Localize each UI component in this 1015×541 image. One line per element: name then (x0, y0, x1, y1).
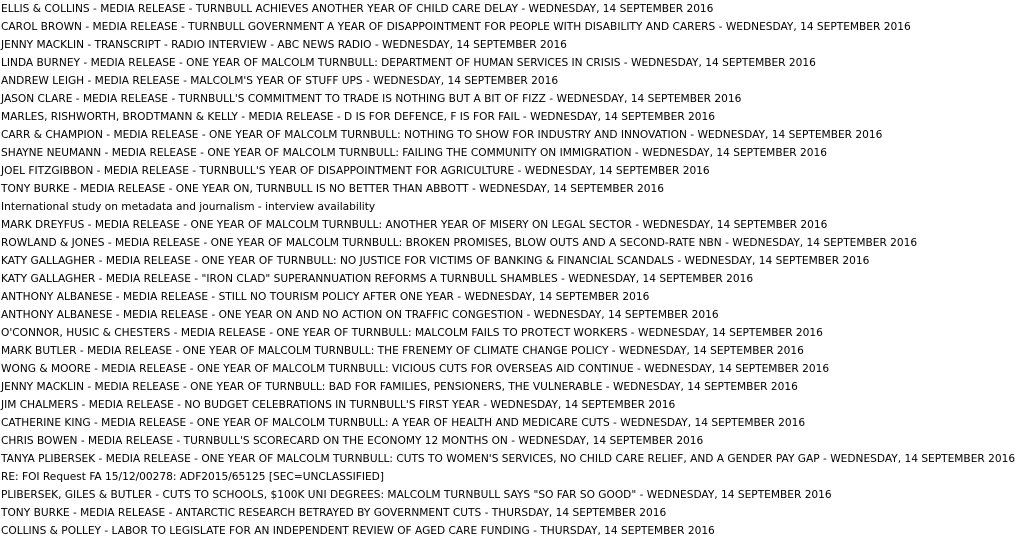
list-item[interactable]: KATY GALLAGHER - MEDIA RELEASE - ONE YEAR OF TURNBULL: NO JUSTICE FOR VICTIMS OF BANKING & FINANCIAL SCANDALS - WEDNESDAY, 14 SEPTEMBER 2016 (1, 255, 870, 267)
list-item[interactable]: MARK DREYFUS - MEDIA RELEASE - ONE YEAR OF MALCOLM TURNBULL: ANOTHER YEAR OF MISERY ON LEGAL SECTOR - WEDNESDAY, 14 SEPTEMBER 2016 (1, 219, 828, 231)
list-item[interactable]: TONY BURKE - MEDIA RELEASE - ANTARCTIC RESEARCH BETRAYED BY GOVERNMENT CUTS - THURSDAY, 14 SEPTEMBER 2016 (1, 507, 667, 519)
list-item[interactable]: JOEL FITZGIBBON - MEDIA RELEASE - TURNBULL'S YEAR OF DISAPPOINTMENT FOR AGRICULTURE - WEDNESDAY, 14 SEPTEMBER 2016 (1, 165, 710, 177)
list-item[interactable]: International study on metadata and journalism - interview availability (1, 201, 376, 213)
list-item[interactable]: ROWLAND & JONES - MEDIA RELEASE - ONE YEAR OF MALCOLM TURNBULL: BROKEN PROMISES, BLOW OUTS AND A SECOND-RATE NBN - WEDNESDAY, 14 SEPTEMBER 2016 (1, 237, 918, 249)
list-item[interactable]: RE: FOI Request FA 15/12/00278: ADF2015/65125 [SEC=UNCLASSIFIED] (1, 471, 384, 483)
list-item[interactable]: KATY GALLAGHER - MEDIA RELEASE - "IRON CLAD" SUPERANNUATION REFORMS A TURNBULL SHAMBLES - WEDNESDAY, 14 SEPTEMBER 2016 (1, 273, 754, 285)
list-item[interactable]: PLIBERSEK, GILES & BUTLER - CUTS TO SCHOOLS, $100K UNI DEGREES: MALCOLM TURNBULL SAYS "SO FAR SO GOOD" - WEDNESDAY, 14 SEPTEMBER 2016 (1, 489, 832, 501)
list-item[interactable]: ANDREW LEIGH - MEDIA RELEASE - MALCOLM'S YEAR OF STUFF UPS - WEDNESDAY, 14 SEPTEMBER 2016 (1, 75, 559, 87)
list-item[interactable]: COLLINS & POLLEY - LABOR TO LEGISLATE FOR AN INDEPENDENT REVIEW OF AGED CARE FUNDING - THURSDAY, 14 SEPTEMBER 2016 (1, 525, 715, 537)
list-item[interactable]: CARR & CHAMPION - MEDIA RELEASE - ONE YEAR OF MALCOLM TURNBULL: NOTHING TO SHOW FOR INDUSTRY AND INNOVATION - WEDNESDAY, 14 SEPTEMBER 2016 (1, 129, 883, 141)
list-item[interactable]: CATHERINE KING - MEDIA RELEASE - ONE YEAR OF MALCOLM TURNBULL: A YEAR OF HEALTH AND MEDICARE CUTS - WEDNESDAY, 14 SEPTEMBER 2016 (1, 417, 806, 429)
list-item[interactable]: TANYA PLIBERSEK - MEDIA RELEASE - ONE YEAR OF MALCOLM TURNBULL: CUTS TO WOMEN'S SERVICES, NO CHILD CARE RELIEF, AND A GENDER PAY GAP - WEDNESDAY, 14 SEPTEMBER 2016 (1, 453, 1015, 465)
list-item[interactable]: ELLIS & COLLINS - MEDIA RELEASE - TURNBULL ACHIEVES ANOTHER YEAR OF CHILD CARE DELAY - WEDNESDAY, 14 SEPTEMBER 2016 (1, 3, 714, 15)
list-item[interactable]: CAROL BROWN - MEDIA RELEASE - TURNBULL GOVERNMENT A YEAR OF DISAPPOINTMENT FOR PEOPLE WITH DISABILITY AND CARERS - WEDNESDAY, 14 SEPTEMBER 2016 (1, 21, 911, 33)
list-item[interactable]: JENNY MACKLIN - TRANSCRIPT - RADIO INTERVIEW - ABC NEWS RADIO - WEDNESDAY, 14 SEPTEMBER 2016 (1, 39, 567, 51)
list-item[interactable]: JIM CHALMERS - MEDIA RELEASE - NO BUDGET CELEBRATIONS IN TURNBULL'S FIRST YEAR - WEDNESDAY, 14 SEPTEMBER 2016 (1, 399, 676, 411)
list-item[interactable]: MARLES, RISHWORTH, BRODTMANN & KELLY - MEDIA RELEASE - D IS FOR DEFENCE, F IS FOR FAIL - WEDNESDAY, 14 SEPTEMBER 2016 (1, 111, 716, 123)
list-item[interactable]: TONY BURKE - MEDIA RELEASE - ONE YEAR ON, TURNBULL IS NO BETTER THAN ABBOTT - WEDNESDAY, 14 SEPTEMBER 2016 (1, 183, 665, 195)
list-item[interactable]: LINDA BURNEY - MEDIA RELEASE - ONE YEAR OF MALCOLM TURNBULL: DEPARTMENT OF HUMAN SERVICES IN CRISIS - WEDNESDAY, 14 SEPTEMBER 2016 (1, 57, 816, 69)
list-item[interactable]: SHAYNE NEUMANN - MEDIA RELEASE - ONE YEAR OF MALCOLM TURNBULL: FAILING THE COMMUNITY ON IMMIGRATION - WEDNESDAY, 14 SEPTEMBER 2016 (1, 147, 827, 159)
list-item[interactable]: WONG & MOORE - MEDIA RELEASE - ONE YEAR OF MALCOLM TURNBULL: VICIOUS CUTS FOR OVERSEAS AID CONTINUE - WEDNESDAY, 14 SEPTEMBER 2016 (1, 363, 830, 375)
list-item[interactable]: CHRIS BOWEN - MEDIA RELEASE - TURNBULL'S SCORECARD ON THE ECONOMY 12 MONTHS ON - WEDNESDAY, 14 SEPTEMBER 2016 (1, 435, 704, 447)
list-item[interactable]: ANTHONY ALBANESE - MEDIA RELEASE - ONE YEAR ON AND NO ACTION ON TRAFFIC CONGESTION - WEDNESDAY, 14 SEPTEMBER 2016 (1, 309, 719, 321)
list-item[interactable]: O'CONNOR, HUSIC & CHESTERS - MEDIA RELEASE - ONE YEAR OF TURNBULL: MALCOLM FAILS TO PROTECT WORKERS - WEDNESDAY, 14 SEPTEMBER 2016 (1, 327, 823, 339)
list-item[interactable]: ANTHONY ALBANESE - MEDIA RELEASE - STILL NO TOURISM POLICY AFTER ONE YEAR - WEDNESDAY, 14 SEPTEMBER 2016 (1, 291, 650, 303)
list-item[interactable]: JASON CLARE - MEDIA RELEASE - TURNBULL'S COMMITMENT TO TRADE IS NOTHING BUT A BIT OF FIZZ - WEDNESDAY, 14 SEPTEMBER 2016 (1, 93, 742, 105)
list-item[interactable]: JENNY MACKLIN - MEDIA RELEASE - ONE YEAR OF TURNBULL: BAD FOR FAMILIES, PENSIONERS, THE VULNERABLE - WEDNESDAY, 14 SEPTEMBER 2016 (1, 381, 798, 393)
list-item[interactable]: MARK BUTLER - MEDIA RELEASE - ONE YEAR OF MALCOLM TURNBULL: THE FRENEMY OF CLIMATE CHANGE POLICY - WEDNESDAY, 14 SEPTEMBER 2016 (1, 345, 804, 357)
